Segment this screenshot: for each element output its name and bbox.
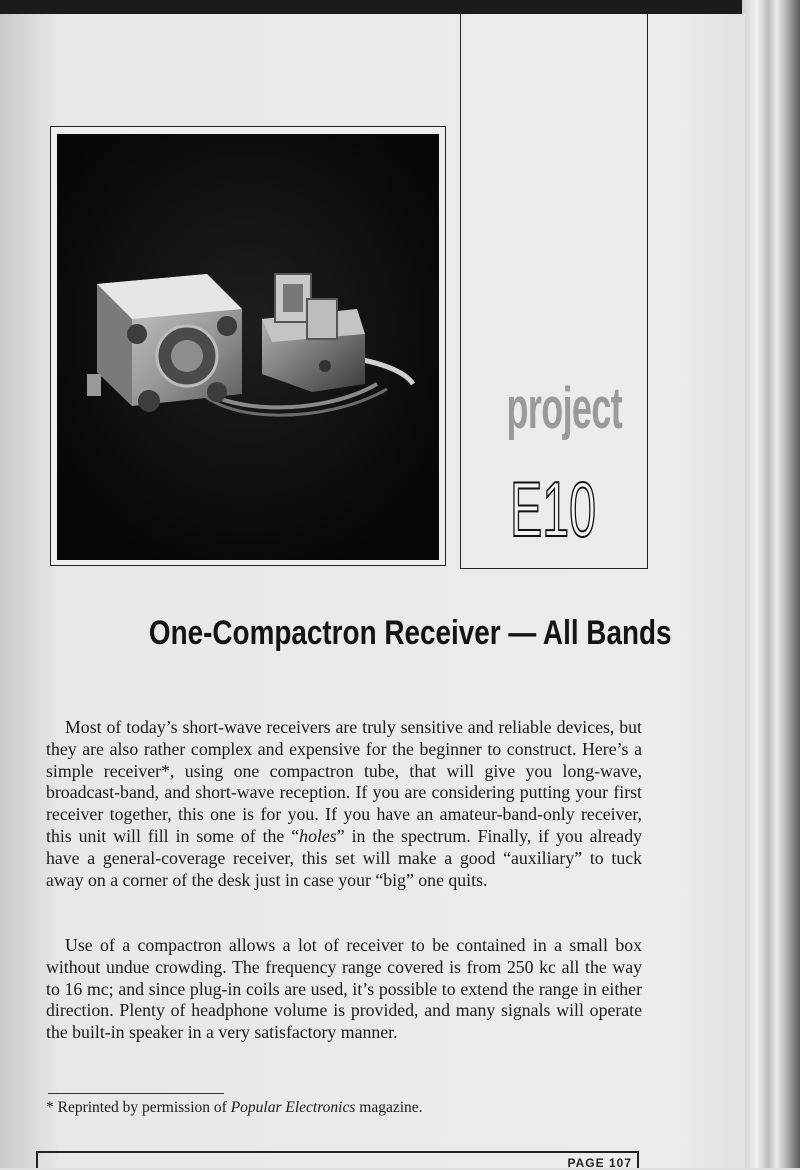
paragraph-text: Most of today’s short-wave receivers are truly sensitive and reliable devices, but they are also rather complex and expensive for the beginner to construct. Here’s a simple receiver*, using one compactron tube, that will give you long-wave, broadcast-band, and short-wave reception. If you are considering putting your first receiver together, this one is for you. If you have an amateur-band-only receiver, this unit will fill in some of the “ xyxy=(46,717,642,846)
project-code: E10 xyxy=(509,465,597,553)
page-number: PAGE 107 xyxy=(567,1156,632,1170)
footnote-text: magazine. xyxy=(355,1099,423,1116)
footnote xyxy=(46,1099,646,1117)
receiver-photo xyxy=(57,134,439,560)
receiver-illustration xyxy=(57,134,439,560)
paragraph-text: ” in the spectrum. Finally, if you already have a general-coverage receiver, this set will make a good “auxiliary” to tuck away on a corner of the desk just in case your “big” one quits. xyxy=(46,825,642,890)
article-title: One-Compactron Receiver — All Bands xyxy=(148,614,672,652)
project-heading: project xyxy=(506,376,623,441)
book-page-edges xyxy=(742,0,800,1168)
page-footer-rule xyxy=(36,1151,638,1153)
footnote-publication: Popular Electronics xyxy=(230,1099,356,1116)
page-footer-tick xyxy=(36,1151,38,1168)
paragraph-italic: holes xyxy=(299,825,337,846)
body-paragraph xyxy=(46,717,642,891)
footnote-text: * Reprinted by permission of xyxy=(46,1099,231,1116)
book-edge-top xyxy=(0,0,800,14)
footnote-divider xyxy=(48,1093,224,1094)
page-footer-tick xyxy=(637,1151,639,1168)
body-paragraph: Use of a compactron allows a lot of receiver to be contained in a small box without undue crowding. The frequency range covered is from 250 kc all the way to 16 mc; and since plug-in coils are used, it’s possible to extend the range in either direction. Plenty of headphone volume is provided, and many signals will operate the built-in speaker in a very satisfactory manner. xyxy=(46,935,642,1043)
